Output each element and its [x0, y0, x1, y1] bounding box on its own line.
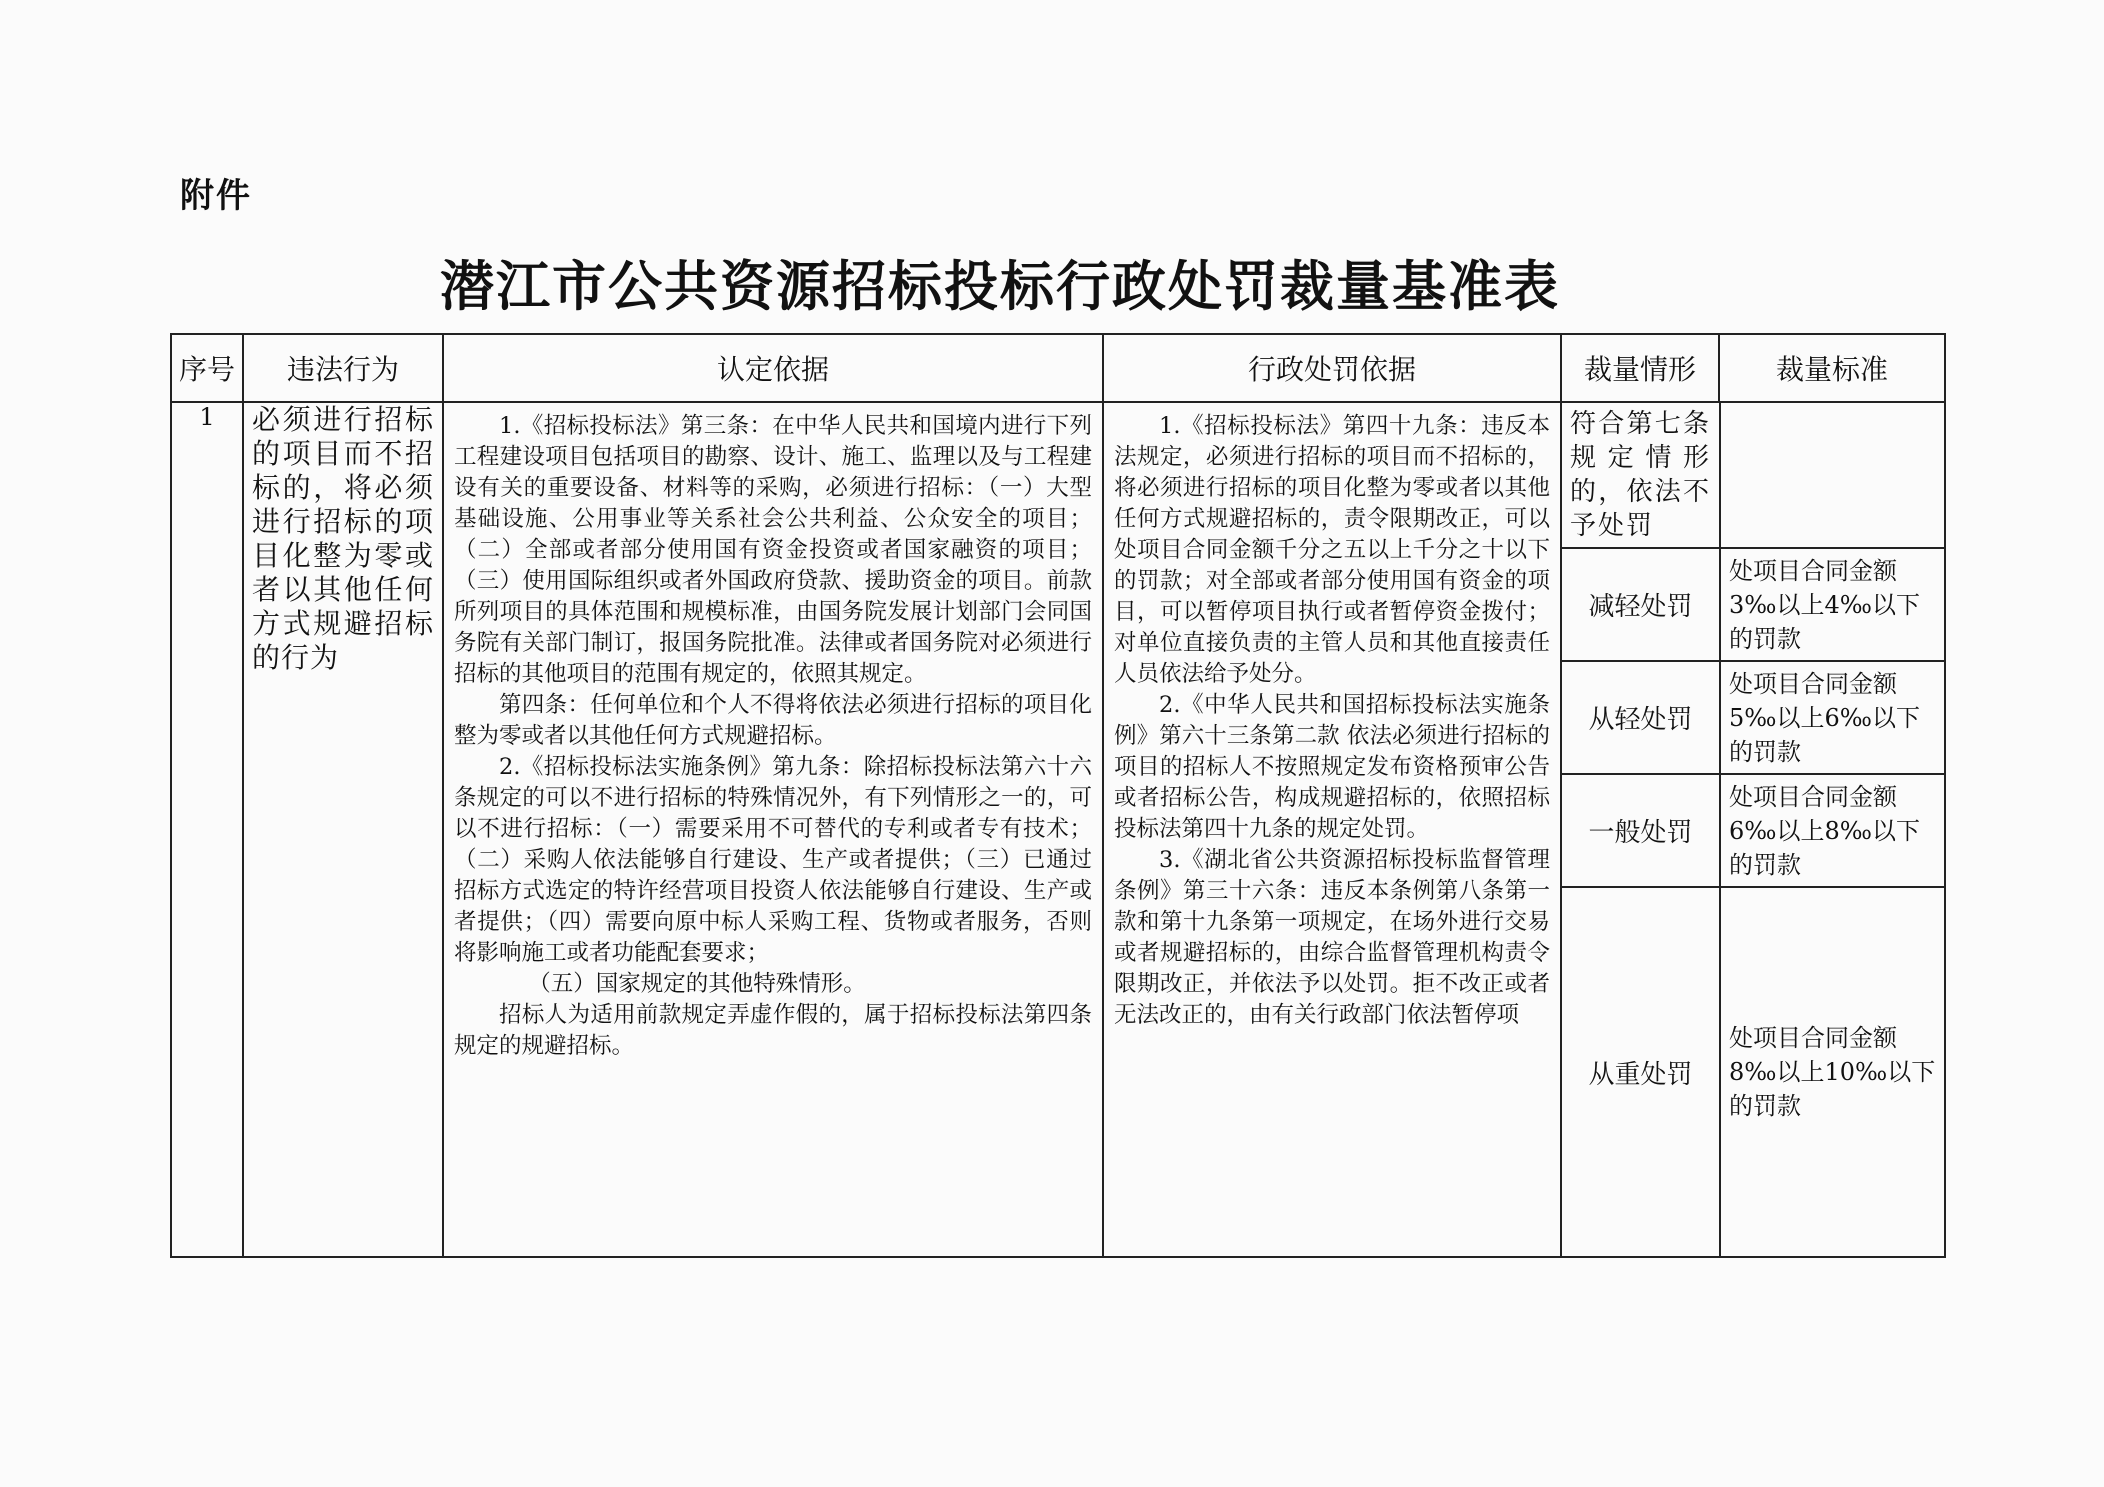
discretion-row	[1562, 887, 1946, 1256]
violation-text: 必须进行招标的项目而不招标的，将必须进行招标的项目化整为零或者以其他任何方式规避招标的行为	[252, 403, 434, 674]
header-row	[171, 334, 1945, 402]
discretion-situation: 符合第七条规定情形的，依法不予处罚	[1562, 403, 1720, 548]
discretion-cell	[1561, 402, 1945, 1257]
discretion-situation: 减轻处罚	[1562, 548, 1720, 661]
discretion-row	[1562, 403, 1946, 548]
header-violation: 违法行为	[243, 334, 443, 402]
penalty-discretion-table	[170, 333, 1946, 1258]
document-title: 潜江市公共资源招标投标行政处罚裁量基准表	[440, 254, 1560, 318]
basis-cell	[443, 402, 1103, 1257]
basis-paragraph: （五）国家规定的其他特殊情形。	[528, 971, 866, 997]
basis-paragraph: 招标人为适用前款规定弄虚作假的，属于招标投标法第四条规定的规避招标。	[454, 1002, 1092, 1059]
table-row	[171, 402, 1945, 1257]
discretion-row	[1562, 774, 1946, 887]
discretion-row	[1562, 661, 1946, 774]
penalty-basis-cell	[1103, 402, 1561, 1257]
discretion-standard: 处项目合同金额5‰以上6‰以下的罚款	[1720, 661, 1946, 774]
penalty-paragraph: 2.《中华人民共和国招标投标法实施条例》第六十三条第二款 依法必须进行招标的项目的招标人不按照规定发布资格预审公告或者招标公告，构成规避招标的，依照招标投标法第四十九条的规定处罚。	[1114, 692, 1550, 842]
discretion-standard: 处项目合同金额3‰以上4‰以下的罚款	[1720, 548, 1946, 661]
discretion-standard: 处项目合同金额6‰以上8‰以下的罚款	[1720, 774, 1946, 887]
basis-paragraph: 第四条：任何单位和个人不得将依法必须进行招标的项目化整为零或者以其他任何方式规避招标。	[454, 692, 1092, 749]
header-penalty-basis: 行政处罚依据	[1103, 334, 1561, 402]
penalty-paragraph: 3.《湖北省公共资源招标投标监督管理条例》第三十六条：违反本条例第八条第一款和第十九条第一项规定，在场外进行交易或者规避招标的，由综合监督管理机构责令限期改正，并依法予以处罚。拒不改正或者无法改正的，由有关行政部门依法暂停项	[1114, 847, 1550, 1028]
attachment-label: 附件	[180, 176, 252, 216]
discretion-row	[1562, 548, 1946, 661]
basis-paragraph: 1.《招标投标法》第三条：在中华人民共和国境内进行下列工程建设项目包括项目的勘察、设计、施工、监理以及与工程建设有关的重要设备、材料等的采购，必须进行招标：（一）大型基础设施、公用事业等关系社会公共利益、公众安全的项目；（二）全部或者部分使用国有资金投资或者国家融资的项目；（三）使用国际组织或者外国政府贷款、援助资金的项目。前款所列项目的具体范围和规模标准，由国务院发展计划部门会同国务院有关部门制订，报国务院批准。法律或者国务院对必须进行招标的其他项目的范围有规定的，依照其规定。	[454, 413, 1092, 687]
row-seq: 1	[171, 402, 243, 1257]
discretion-situation: 从轻处罚	[1562, 661, 1720, 774]
discretion-standard: 处项目合同金额8‰以上10‰以下的罚款	[1729, 1024, 1936, 1120]
header-situation: 裁量情形	[1561, 334, 1719, 402]
violation-cell	[243, 402, 443, 1257]
discretion-standard	[1720, 403, 1946, 548]
penalty-paragraph: 1.《招标投标法》第四十九条：违反本法规定，必须进行招标的项目而不招标的，将必须进行招标的项目化整为零或者以其他任何方式规避招标的，责令限期改正，可以处项目合同金额千分之五以上千分之十以下的罚款；对全部或者部分使用国有资金的项目，可以暂停项目执行或者暂停资金拨付；对单位直接负责的主管人员和其他直接责任人员依法给予处分。	[1114, 413, 1550, 687]
header-basis: 认定依据	[443, 334, 1103, 402]
header-standard: 裁量标准	[1719, 334, 1945, 402]
discretion-situation: 从重处罚	[1562, 887, 1720, 1256]
discretion-table	[1562, 403, 1946, 1256]
header-seq: 序号	[171, 334, 243, 402]
basis-paragraph: 2.《招标投标法实施条例》第九条：除招标投标法第六十六条规定的可以不进行招标的特殊情况外，有下列情形之一的，可以不进行招标：（一）需要采用不可替代的专利或者专有技术；（二）采购人依法能够自行建设、生产或者提供；（三）已通过招标方式选定的特许经营项目投资人依法能够自行建设、生产或者提供；（四）需要向原中标人采购工程、货物或者服务，否则将影响施工或者功能配套要求；	[454, 754, 1092, 966]
discretion-situation: 一般处罚	[1562, 774, 1720, 887]
